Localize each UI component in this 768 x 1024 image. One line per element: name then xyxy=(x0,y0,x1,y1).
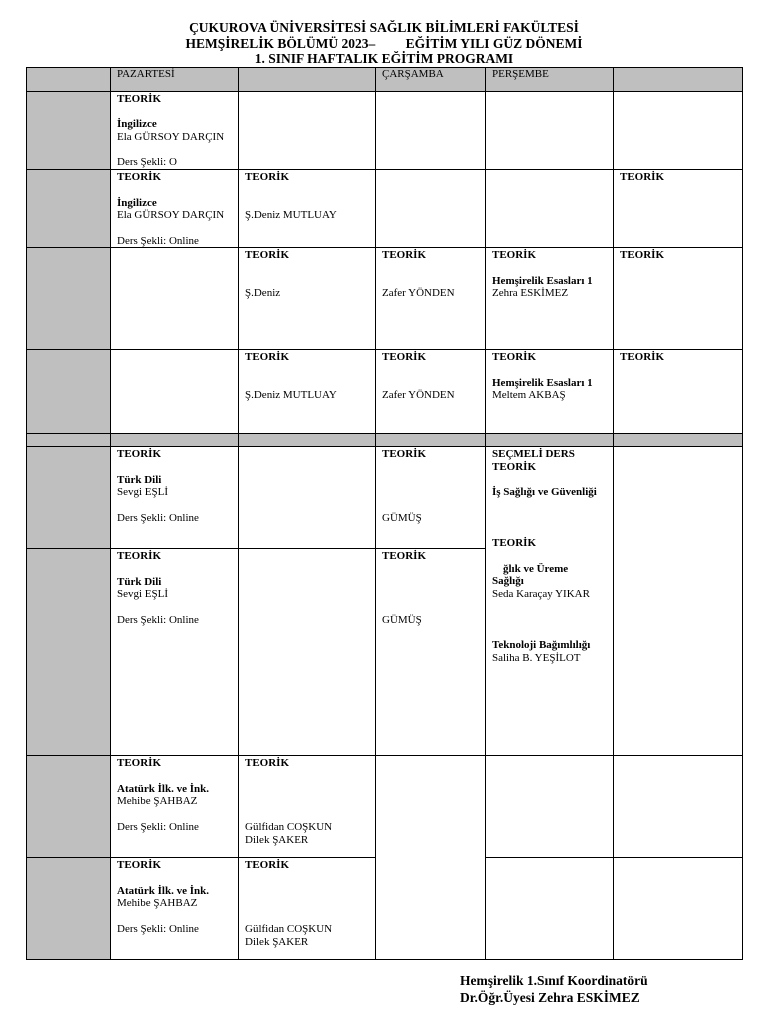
cell-text-line: Ders Şekli: Online xyxy=(117,820,199,833)
time-cell xyxy=(27,248,111,350)
cell-text-line: TEORİK xyxy=(492,249,537,262)
cell-text-line: GÜMÜŞ xyxy=(382,613,422,626)
break-row xyxy=(27,434,743,447)
cell-text-line xyxy=(382,364,479,377)
header-cell-friday xyxy=(614,68,743,92)
cell-text-line: Mehibe ŞAHBAZ xyxy=(117,897,198,910)
cell-text-line xyxy=(245,377,369,390)
cell-text-line: TEORİK xyxy=(117,448,162,461)
cell-text-line: Zafer YÖNDEN xyxy=(382,287,455,300)
cell-text-line xyxy=(492,499,607,512)
cell-text-line xyxy=(245,808,369,821)
cell-text-line: Hemşirelik Esasları 1 xyxy=(492,274,593,287)
schedule-cell xyxy=(239,549,376,756)
cell-text-line: Ders Şekli: Online xyxy=(117,922,199,935)
schedule-cell xyxy=(486,92,614,170)
time-cell xyxy=(27,92,111,170)
cell-text-line: Atatürk İlk. ve İnk. xyxy=(117,782,209,795)
cell-text-line xyxy=(245,770,369,783)
cell-text-line xyxy=(117,106,232,119)
cell-text-line: TEORİK xyxy=(245,859,290,872)
schedule-cell xyxy=(239,248,376,350)
time-cell xyxy=(27,756,111,858)
cell-text-line: Ş.Deniz xyxy=(245,287,281,300)
break-cell xyxy=(239,434,376,447)
cell-text-line xyxy=(117,808,232,821)
cell-text-line: Ders Şekli: Online xyxy=(117,234,199,247)
schedule-row-3 xyxy=(27,248,743,350)
time-cell xyxy=(27,858,111,960)
cell-text-line xyxy=(117,461,232,474)
cell-text-line: Saliha B. YEŞİLOT xyxy=(492,651,581,664)
cell-text-line: TEORİK xyxy=(382,351,427,364)
weekly-schedule-table xyxy=(26,67,743,960)
cell-text-line xyxy=(492,474,607,487)
cell-text-line: TEORİK xyxy=(245,351,290,364)
cell-text-line: TEORİK xyxy=(245,171,290,184)
cell-text-line: Türk Dili xyxy=(117,473,162,486)
cell-text-line: Ş.Deniz MUTLUAY xyxy=(245,389,337,402)
schedule-cell xyxy=(376,92,486,170)
schedule-row-7 xyxy=(27,756,743,858)
cell-text-line: Ela GÜRSOY DARÇIN xyxy=(117,131,225,144)
cell-text-line xyxy=(492,512,607,525)
schedule-cell xyxy=(111,170,239,248)
cell-text-line xyxy=(245,885,369,898)
cell-text-line xyxy=(492,550,607,563)
cell-text-line xyxy=(382,461,479,474)
schedule-cell xyxy=(376,756,486,960)
cell-text-line xyxy=(245,364,369,377)
cell-text-line: GÜMÜŞ xyxy=(382,511,422,524)
schedule-cell xyxy=(486,756,614,858)
cell-text-line xyxy=(492,613,607,626)
cell-text-line xyxy=(382,563,479,576)
cell-text-line xyxy=(382,499,479,512)
break-cell xyxy=(111,434,239,447)
cell-text-line: Türk Dili xyxy=(117,575,162,588)
header-cell-time xyxy=(27,68,111,92)
cell-text-line xyxy=(117,499,232,512)
cell-text-line xyxy=(117,184,232,197)
schedule-cell xyxy=(376,447,486,549)
schedule-cell xyxy=(111,248,239,350)
cell-text-line: Mehibe ŞAHBAZ xyxy=(117,795,198,808)
break-cell xyxy=(376,434,486,447)
document-title-line-3: 1. SINIF HAFTALIK EĞİTİM PROGRAMI xyxy=(254,51,514,66)
cell-text-line xyxy=(382,377,479,390)
cell-text-line: TEORİK xyxy=(245,757,290,770)
cell-text-line xyxy=(492,525,607,538)
header-cell-wednesday: ÇARŞAMBA xyxy=(376,68,486,92)
cell-text-line: Atatürk İlk. ve İnk. xyxy=(117,884,209,897)
cell-text-line: TEORİK xyxy=(117,859,162,872)
cell-text-line xyxy=(382,262,479,275)
schedule-cell xyxy=(486,248,614,350)
cell-text-line: TEORİK xyxy=(245,249,290,262)
coordinator-name: Dr.Öğr.Üyesi Zehra ESKİMEZ xyxy=(460,990,640,1005)
break-cell xyxy=(486,434,614,447)
cell-text-line: Ela GÜRSOY DARÇIN xyxy=(117,209,225,222)
cell-text-line xyxy=(382,588,479,601)
cell-text-line xyxy=(382,601,479,614)
cell-text-line: İş Sağlığı ve Güvenliği xyxy=(492,486,597,499)
cell-text-line: TEORİK xyxy=(492,351,537,364)
cell-text-line: TEORİK xyxy=(492,461,537,474)
cell-text-line xyxy=(492,601,607,614)
cell-text-line: Hemşirelik Esasları 1 xyxy=(492,376,593,389)
cell-text-line: Sağlığı xyxy=(492,575,524,588)
cell-text-line xyxy=(117,144,232,157)
schedule-cell xyxy=(111,350,239,434)
schedule-cell xyxy=(486,350,614,434)
schedule-cell xyxy=(239,92,376,170)
cell-text-line: TEORİK xyxy=(492,537,537,550)
schedule-row-4 xyxy=(27,350,743,434)
cell-text-line xyxy=(245,275,369,288)
schedule-cell xyxy=(376,170,486,248)
cell-text-line xyxy=(382,275,479,288)
schedule-cell xyxy=(614,170,743,248)
cell-text-line xyxy=(382,486,479,499)
cell-text-line xyxy=(117,770,232,783)
cell-text-line: ğlık ve Üreme xyxy=(492,562,569,575)
header-row xyxy=(27,68,743,92)
schedule-cell xyxy=(239,858,376,960)
schedule-cell xyxy=(614,350,743,434)
schedule-cell xyxy=(111,858,239,960)
cell-text-line xyxy=(245,197,369,210)
schedule-cell xyxy=(111,92,239,170)
cell-text-line xyxy=(117,910,232,923)
cell-text-line: Ders Şekli: O xyxy=(117,156,177,169)
schedule-cell xyxy=(614,756,743,858)
cell-text-line: TEORİK xyxy=(620,249,665,262)
cell-text-line: TEORİK xyxy=(117,171,162,184)
schedule-cell xyxy=(486,858,614,960)
cell-text-line: Meltem AKBAŞ xyxy=(492,389,566,402)
cell-text-line: TEORİK xyxy=(382,550,427,563)
cell-text-line: Ş.Deniz MUTLUAY xyxy=(245,209,337,222)
cell-text-line: Ders Şekli: Online xyxy=(117,511,199,524)
schedule-cell xyxy=(614,858,743,960)
schedule-cell xyxy=(239,447,376,549)
cell-text-line xyxy=(245,910,369,923)
schedule-cell xyxy=(486,170,614,248)
cell-text-line: İngilizce xyxy=(117,196,157,209)
cell-text-line xyxy=(382,474,479,487)
schedule-cell xyxy=(111,756,239,858)
cell-text-line: Zehra ESKİMEZ xyxy=(492,287,569,300)
schedule-row-5 xyxy=(27,447,743,549)
cell-text-line: Zafer YÖNDEN xyxy=(382,389,455,402)
cell-text-line: TEORİK xyxy=(117,550,162,563)
time-cell xyxy=(27,350,111,434)
schedule-row-2 xyxy=(27,170,743,248)
cell-text-line xyxy=(117,222,232,235)
cell-text-line: Sevgi EŞLİ xyxy=(117,486,169,499)
cell-text-line: Gülfidan COŞKUN xyxy=(245,922,333,935)
cell-text-line xyxy=(245,897,369,910)
schedule-cell xyxy=(614,92,743,170)
document-title-line-1: ÇUKUROVA ÜNİVERSİTESİ SAĞLIK BİLİMLERİ FAKÜLTESİ xyxy=(189,20,579,35)
cell-text-line xyxy=(117,872,232,885)
cell-text-line xyxy=(245,795,369,808)
coordinator-title: Hemşirelik 1.Sınıf Koordinatörü xyxy=(460,973,648,988)
schedule-cell-elective xyxy=(486,447,614,756)
schedule-cell xyxy=(614,447,743,756)
schedule-cell xyxy=(614,248,743,350)
cell-text-line xyxy=(245,783,369,796)
cell-text-line: TEORİK xyxy=(117,757,162,770)
cell-text-line: Teknoloji Bağımlılığı xyxy=(492,638,591,651)
cell-text-line xyxy=(117,563,232,576)
time-cell xyxy=(27,549,111,756)
break-cell xyxy=(27,434,111,447)
cell-text-line: Dilek ŞAKER xyxy=(245,935,309,948)
cell-text-line xyxy=(492,262,607,275)
cell-text-line xyxy=(117,601,232,614)
break-cell xyxy=(614,434,743,447)
cell-text-line: TEORİK xyxy=(620,171,665,184)
cell-text-line: TEORİK xyxy=(117,93,162,105)
cell-text-line xyxy=(382,576,479,589)
header-cell-tuesday xyxy=(239,68,376,92)
schedule-cell xyxy=(376,549,486,756)
cell-text-line: Ders Şekli: Online xyxy=(117,613,199,626)
cell-text-line: SEÇMELİ DERS xyxy=(492,448,575,461)
header-cell-monday: PAZARTESİ xyxy=(111,68,239,92)
schedule-cell xyxy=(239,170,376,248)
cell-text-line: Dilek ŞAKER xyxy=(245,833,309,846)
schedule-cell xyxy=(376,248,486,350)
cell-text-line xyxy=(492,626,607,639)
cell-text-line: Gülfidan COŞKUN xyxy=(245,820,333,833)
schedule-cell xyxy=(111,549,239,756)
cell-text-line: TEORİK xyxy=(382,249,427,262)
cell-text-line: TEORİK xyxy=(382,448,427,461)
document-title-line-2: HEMŞİRELİK BÖLÜMÜ 2023– EĞİTİM YILI GÜZ DÖNEMİ xyxy=(185,36,583,51)
schedule-cell xyxy=(239,350,376,434)
cell-text-line: İngilizce xyxy=(117,118,157,131)
schedule-cell xyxy=(376,350,486,434)
cell-text-line: TEORİK xyxy=(620,351,665,364)
cell-text-line: Seda Karaçay YIKAR xyxy=(492,588,590,601)
cell-text-line xyxy=(245,184,369,197)
cell-text-line xyxy=(245,262,369,275)
time-cell xyxy=(27,170,111,248)
cell-text-line xyxy=(492,364,607,377)
schedule-cell xyxy=(111,447,239,549)
time-cell xyxy=(27,447,111,549)
schedule-row-1 xyxy=(27,92,743,170)
cell-text-line xyxy=(245,872,369,885)
schedule-cell xyxy=(239,756,376,858)
cell-text-line: Sevgi EŞLİ xyxy=(117,588,169,601)
header-cell-thursday: PERŞEMBE xyxy=(486,68,614,92)
